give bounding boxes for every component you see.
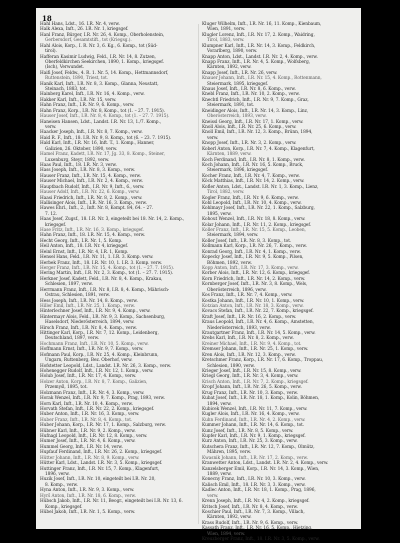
entry-line: Koch Ferdinand, Inft., I.R. Nr. 8, 1. Komp., verw.: [202, 157, 305, 163]
entry-continuation: Luxenburg, Steyr, 1892, verw.: [45, 157, 110, 163]
entry-continuation: Vorarlberg, 1890, verw.: [207, 49, 258, 55]
entry-line: Hinterlechner Josef, Inft., I.R. Nr. 9, 4. Komp., verw.: [40, 309, 151, 315]
entry-line: Kornberger Josef, Inft., I.R. Nr. 3, 8. Komp., Wels,: [202, 282, 308, 288]
entry-line: Klumpner Karl, Inft., I.R. Nr. 14, 3. Komp., Feldkirch,: [202, 43, 316, 49]
entry-continuation: Ungarn, Ruttenberg, Bez. Oberhof, verw.: [45, 358, 133, 364]
entry-line: Knapp Anton, Ldst., Landst. I.R. Nr. 2, 4. Komp., verw.: [202, 54, 318, 60]
entry-line: Hauser Michael, Inft., I.R. Nr. 2, 4. Komp., verw.: [40, 179, 143, 185]
entry-line: Knebl Franz, Inft., I.R. Nr. 10, 2. Komp., verw.: [202, 92, 300, 98]
entry-line: Kutschera Franz, Inft., I.R. Nr. 12, 7. Komp., Olmütz,: [202, 444, 315, 450]
page-number: 18: [42, 14, 52, 23]
entry-line: Hauser Adolf, Inft., I.R. Nr. 22, 6. Komp., verw.: [40, 190, 140, 196]
entry-continuation: Ruttenstein, 1890, Triest, tot.: [45, 76, 109, 82]
entry-line: Hass Joseph, Inft., I.R. Nr. 8, 3. Komp., verw.: [40, 168, 136, 174]
entry-continuation: Kärnten, 1892, verw.: [207, 515, 252, 521]
entry-line: Hyrš Anton, Inft., I.R. Nr. 18, 6. Komp., verw.: [40, 493, 136, 499]
entry-line: Huttinger Franz, Inft., I.R. Nr. 15, 7. Komp., Klagenfurt,: [40, 466, 160, 472]
entry-line: Kassath Franz, Inft., I.R. Nr. 16, 5. Komp., Hietzing,: [202, 526, 313, 532]
entry-line: Kocher Franz, Inft., I.R. Nr. 4, 7. Komp., verw.: [202, 173, 300, 179]
entry-line: Kalisch Emil, Inft., 18. I.R. Nr. 3, 3. Komp., verw.: [202, 482, 306, 488]
entry-line: Hahn Franz, Inft., 18. I.R. Nr. 15, 4. Komp., verw.: [40, 233, 146, 239]
entry-continuation: kriegsgef.: [45, 222, 67, 228]
entry-line: Hallisinger Alois, Inft., I.R. Nr. 16, 3. Komp., verw.: [40, 200, 147, 206]
entry-line: Hintermayr Alois, Feld., I.R. Nr. 9, 3. Komp., Sachsenburg,: [40, 314, 166, 320]
entry-continuation: Komp., kriegsgef.: [45, 504, 83, 510]
entry-line: Holzmann Franz, Inft., I.R. Nr. 4, 3. Komp., verw.: [40, 390, 145, 396]
entry-line: Hahn Franz, Korp., I.R. Nr. 8, Komp., tot (1. – 27. 7. 1915).: [40, 108, 165, 114]
entry-line: Haas Paul, Inft., 18. I.R. Nr. 3, verw.: [40, 162, 117, 168]
entry-line: Haneisen Hansen, Ldst., Landst. I.R. Nr. 13, 1./7. Komp.,: [40, 119, 162, 125]
entry-continuation: Przemyśl, 1895, tot.: [45, 385, 88, 391]
entry-line: Hakker Karl, Inft., I.R. Nr. 15, verw.: [40, 97, 117, 103]
entry-continuation: Oberösterreich, 1893, verw.: [207, 114, 267, 120]
entry-continuation: 1896, verw.: [45, 472, 70, 478]
entry-line: Kren Alois, Inft., I.R. Nr. 12, 3. Komp., verw.: [202, 352, 296, 358]
entry-line: Kraft Josef, Inft., I.R. Nr. 16, 2. Komp., verw.: [202, 314, 297, 320]
entry-continuation: verw.: [45, 125, 57, 131]
entry-line: Herbek Franz, Inft., 18. I.R. Nr. 10, 1. I.R. 3. Komp. verw.: [40, 260, 163, 266]
right-column: [202, 22, 356, 543]
entry-line: Hofmann Paul, Korp., I.R. Nr. 25, 4. Komp., Kleinbrunn,: [40, 352, 159, 358]
entry-line: Koberl Anton, Korp., I.R. Nr. 7, 4. Komp., Klagenfurt,: [202, 146, 315, 152]
entry-line: Hamel Franz, Kadett, I.R. Nr. 17, Jg. 33, 8. Komp., Steiner,: [40, 152, 165, 158]
entry-line: Kuhn Ferdinand, Inft., I.R. Nr. 4, 2. Komp., verw.: [202, 417, 306, 423]
entry-continuation: Kärnten, 1889, verw.: [207, 152, 252, 158]
entry-line: Kubicek Wenzel, Inft., I.R. Nr. 11, 7. Komp., verw.: [202, 406, 308, 412]
entry-continuation: Haselsdorf, Niederösterreich, 1894, verw.: [45, 320, 135, 326]
entry-line: Hawes Ehrl., Inft., 2., Inft. Nr. 8, Kompt. 84, 64. – 27.: [40, 206, 154, 212]
entry-line: Kupfer Karl, Inft., I.R. Nr. 9, 1. Komp., kriegsgef.: [202, 434, 306, 440]
entry-line: Hahn Franz, Inft., I.R. Nr. 9, 6. Komp., verw.: [40, 103, 135, 109]
entry-continuation: verw.: [207, 135, 219, 141]
entry-line: Horvath Stefan, Inft., I.R. Nr. 22, 2. Komp., kriegsgef.: [40, 406, 155, 412]
entry-line: Huber Johann, Korp., I.R. Nr. 17, 1. Komp., Salzburg, verw.: [40, 423, 166, 429]
entry-line: Knapp Franz, Inft., I.R. Nr. 4, 5. Komp., Wolfsberg,: [202, 59, 311, 65]
entry-continuation: Steiermark, 1895, kriegsgef.: [207, 81, 269, 87]
entry-continuation: (Isch), Verwundet.: [45, 65, 85, 71]
entry-line: Hübner Karl, Inft., I.R. Nr. 9, 2. Komp., verw.: [40, 428, 136, 434]
entry-line: Hald Karl, Inft., I.R. Nr. 16, Inft. T., 1. Komp., Hanner,: [40, 141, 155, 147]
entry-line: Kneidinger Alois, Inft., I.R. Nr. 14, 3. Komp., Linz,: [202, 108, 309, 114]
entry-continuation: Mähren, 1895, verw.: [207, 450, 252, 456]
entry-line: Hummel Georg, Inft., I.R. Nr. 14, verw.: [40, 444, 123, 450]
entry-continuation: tirol).: [45, 49, 57, 55]
entry-line: Kwasnik Johann, Inft., I.R. Nr. 17, 2. Komp., verw.: [202, 455, 308, 461]
left-column: [40, 22, 194, 515]
entry-line: Krautgartner Franz, Inft., I.R. Nr. 14, 5. Komp., verw.: [202, 331, 316, 337]
entry-line: Huzik Josef, Inft., I.R. Nr. 10, eingeteilt bei I.R. Nr. 20,: [40, 477, 156, 483]
entry-line: Krug Franz, Inft., I.R. Nr. 10, 3. Komp., verw.: [202, 390, 298, 396]
entry-line: Holub Josef, Inft., I.R. Nr. 17, 4. Komp., verw.: [40, 374, 137, 380]
entry-continuation: Kärnten, 1892, verw.: [207, 65, 252, 71]
entry-continuation: Schlesien, 1897, verw.: [45, 282, 93, 288]
entry-line: Kugler Alois, Inft., I.R. Nr. 16, 4. Komp., verw.: [202, 412, 300, 418]
entry-line: Haifi Josef, Feldw., 4. R. 1. Nr. 5, 14. Komp., Hettmannsdorf,: [40, 70, 169, 76]
entry-continuation: Deutschland, 1897, verw.: [45, 336, 100, 342]
entry-line: Krieger Josef, Inft., I.R. Nr. 15, 8. Komp., verw.: [202, 369, 302, 374]
entry-line: Hanik Karl, Inft., I.R. Nr. 8, 3. Komp., Glanna, Neustatt,: [40, 81, 159, 87]
entry-line: Hauser Josef, Inft., I.R. Nr. 8, 4. Komp., tot (1. – 27. 7. 1915).: [40, 114, 170, 120]
entry-line: Hofstetter Leopold, Ldst., Landst. I.R. Nr. 26, 3. Komp., verw.: [40, 363, 172, 369]
entry-line: Hess Joseph, Inft., I.R. Nr. 14, 8. Komp., verw.: [40, 298, 138, 304]
entry-line: Kostka Johann, Inft., I.R. Nr. 10, 1. Komp., verw.: [202, 298, 305, 304]
entry-line: Kanzelsberger Emil, Korp., I.R. Nr. 14, 3. Komp., Wien,: [202, 466, 320, 472]
entry-continuation: 1894, verw.: [207, 401, 232, 407]
entry-line: Kreuzberger Franz, Inft., 18. I.R. Nr. 3, 5. Komp., verw.: [202, 537, 320, 543]
entry-line: Krenn Joseph, Inft., I.R. Nr. 4, 2. Komp., kriegsgef.: [202, 499, 310, 505]
entry-line: Hochmann Franz, Inft., I.R. Nr. 10, 5. Komp., verw.: [40, 341, 149, 347]
entry-line: Kubat Josef, Inft., I.R. Nr. 18, 1. Komp., Kolin, Böhmen,: [202, 396, 320, 402]
entry-line: Kneissl Georg, Inft., I.R. Nr. 17, 1. Komp., verw.: [202, 119, 304, 125]
entry-line: Kohout Wenzel, Inft., I.R. Nr. 18, 8. Komp., verw.: [202, 217, 306, 223]
entry-line: Hübel Jakob, Inft., I.R. Nr. 1, 5. Komp., verw.: [40, 509, 136, 515]
entry-line: Kadlec Anton, Inft., I.R. Nr. 18, 1. Komp., Prag, 1896,: [202, 488, 316, 494]
entry-line: Koller Franz, Inft., I.R. Nr. 15, 5. Komp., Leoben,: [202, 228, 306, 234]
entry-continuation: Wien, 1894, verw.: [207, 531, 246, 537]
entry-continuation: Steiermark, 1891, tot.: [207, 103, 255, 109]
entry-line: Hase Fritz, Inft., I.R. Nr. 16, 3. Komp., kriegsgef.: [40, 228, 144, 234]
column-divider: [198, 24, 199, 524]
entry-continuation: Steiermark, 1894, verw.: [207, 233, 259, 239]
entry-line: Kolar Johann, Inft., I.R. Nr. 11, 2. Komp., kriegsgef.: [202, 222, 312, 228]
entry-continuation: Galizien, 26. Oktober, 1890, verw.: [45, 146, 118, 152]
entry-line: Kohlmayr Josef, Inft., I.R. Nr. 22, 1. Komp., Salzburg,: [202, 206, 315, 212]
entry-line: Kriegl Georg, Inft., I.R. Nr. 3, 4. Komp., verw.: [202, 374, 299, 380]
entry-line: Kraus Leopold, Inft., I.R. Nr. 4, 6. Komp., Amstetten,: [202, 320, 314, 326]
entry-line: Kritsch Josef, Inft., I.R. Nr. 8, 4. Komp., verw.: [202, 504, 298, 510]
entry-line: Hoffmann Ernst, Inft., I.R. Nr. 9, 7. Komp., verw.: [40, 347, 144, 353]
entry-line: Kurz Anton, Inft., I.R. Nr. 25, 3. Komp., verw.: [202, 439, 298, 445]
entry-line: Krisch Anton, Inft., I.R. Nr. 7, 2. Komp., kriegsgef.: [202, 379, 309, 385]
entry-line: Kluger Wilhelm, Inft., I.R. Nr. 16, 11. Komp., Kienbaum,: [202, 22, 322, 27]
entry-line: Knoll Emil, Inft., I.R. Nr. 12, 3. Komp., Brünn, 1894,: [202, 130, 313, 136]
entry-line: Konrad Georg, Inft., I.R. Nr. 4, 1. Komp., verw.: [202, 249, 301, 255]
entry-line: Hütter Karl, Ldst., Landst. I.R. Nr. 3, 5. Komp., kriegsgef.: [40, 461, 163, 467]
entry-line: Hübsch Jakob, Inft., I.R. Nr. 11, Beogr., eingeteilt bei I.R. Nr. 13, 6.: [40, 499, 183, 505]
entry-line: Hahl Alois, Korp., I. R. Nr. 3, 6. Kg., 6. Komp., tot (Süd-: [40, 43, 158, 49]
entry-line: Herger Franz, Inft., I.R. Nr. 15, 4. Komp., tot (1. – 27. 7. 1915).: [40, 265, 175, 271]
entry-line: Kunz Josef, Inft., I.R. Nr. 8, 5. Komp., verw.: [202, 428, 294, 434]
entry-line: Hauser Franz, Inft., I.R. Nr. 15, 4. Komp., verw.: [40, 173, 141, 179]
entry-continuation: 7. 12.: [45, 211, 57, 217]
entry-line: Hensel Hans, Feld., I.R. Nr. 11, 1. I.R. 3. Komp. verw.: [40, 255, 154, 261]
entry-line: Hirsch Franz, Inft., I.R. Nr. 8, 4. Komp., verw.: [40, 325, 137, 331]
entry-continuation: 1889, verw.: [207, 472, 232, 478]
entry-line: Kopecky Josef, Inft., I.R. Nr. 9, 5. Komp., Pilsen,: [202, 255, 304, 261]
entry-line: Humer Josef, Inft., I.R. Nr. 4, 6. Komp., verw.: [40, 439, 136, 445]
entry-line: Knapp Josef, Inft., I.R. Nr. 26, verw.: [202, 70, 278, 76]
entry-continuation: Böhmen, 1892, verw.: [207, 260, 252, 266]
entry-line: Kropf Johann, Inft., I.R. Nr. 26, 5. Komp., verw.: [202, 385, 302, 391]
entry-line: Herrmann Franz, Inft., I.R. Nr. 8, I.R. 8, 4. Komp., Mährisch-: [40, 287, 170, 293]
entry-line: Hyna Anton, Inft., I.R. Nr. 9, 3. Komp., verw.: [40, 488, 135, 494]
entry-line: Haid R. F., Inft., 18. I.R. Nr. 9, 8. Komp., tot (6. – 23. 7. 1915).: [40, 135, 172, 141]
entry-line: Konecny Franz, Inft., I.R. Nr. 10, 3. Komp., verw.: [202, 477, 306, 483]
entry-line: Kreiner Michael, Inft., I.R. Nr. 9, 4. Komp., tot.: [202, 341, 302, 347]
entry-line: Kummer Johann, Inft., I.R. Nr. 14, 6. Komp., tot.: [202, 423, 305, 429]
entry-line: Haacker Joseph, Inft., I.R. Nr. 8, 7. Komp., verw.: [40, 130, 143, 136]
entry-continuation: Tirol, 1882, verw.: [207, 190, 245, 196]
entry-continuation: Oberösterreich, 1896, verw.: [207, 287, 267, 293]
entry-line: Hahl Hans, Ldst., 16. I.R. Nr. 4, verw.: [40, 22, 120, 27]
entry-continuation: Gerbersdorf, Gesamtstift., tot (Kriegsg.).: [45, 38, 132, 44]
entry-line: Hauptbach Rudolf, Inft., I.R. Nr. 9, Inft., 6., verw.: [40, 184, 145, 190]
entry-line: Horn Karl, Inft., I.R. Nr. 10, 4. Komp., verw.: [40, 401, 133, 407]
entry-continuation: Niederösterreich, 1893, verw.: [207, 325, 271, 331]
entry-line: Hufnagl Leopold, Inft., I.R. Nr. 12, 8. Komp., verw.: [40, 434, 148, 440]
entry-line: Halk Alexa, Inft., 26. I.R. Nr. 1, kriegsgef.: [40, 27, 129, 33]
entry-continuation: Wien, 1891, verw.: [207, 27, 246, 33]
entry-line: Koschier Paul, Inft., I.R. Nr. 7, 3. Komp., Villach,: [202, 509, 305, 515]
entry-line: Kotzian Anton, Inft., I.R. Nr. 18, 3. Komp., verw.: [202, 303, 304, 309]
entry-line: Heil Anton, Inft., 18. I.R. Nr. 4, kriegsgef.: [40, 244, 129, 250]
entry-continuation: Steinach, 1883, tot.: [45, 87, 87, 93]
entry-continuation: Schlesien, 1890, verw.: [207, 363, 255, 369]
entry-line: Hering Martin, Inft., I.R. Nr. 2, 3. Komp., tot (1. – 27. 7. 1915).: [40, 271, 174, 277]
entry-line: Kovacs Stefan, Inft., I.R. Nr. 22, 7. Komp., kriegsgef.: [202, 309, 314, 315]
entry-line: Heinl Ernst, Inft., I.R. Nr. 4, I.R. 1, Komp.: [40, 249, 129, 255]
entry-line: Hittinger Karl, Korp., I.R. Nr. 7, 12. Komp., Leidenberg,: [40, 331, 159, 337]
entry-line: Knechtl Friedrich, Inft., I.R. Nr. 9, 7. Komp., Graz,: [202, 97, 309, 103]
entry-line: Hiller Emil, Inft., I.R. Nr. 25, 1. Komp., verw.: [40, 303, 135, 309]
document-page: [36, 8, 361, 543]
entry-line: Koch Johann, Inft., I.R. Nr. 16, 5. Komp., Bruck,: [202, 162, 304, 168]
entry-continuation: Ostrau, Schlesien, 1891, verw.: [45, 293, 110, 299]
entry-line: Hanl Franz, Bürger, I.R. Nr. 26, 4. Komp., Oberholenstein,: [40, 32, 165, 38]
entry-line: Korn Friedrich, Inft., I.R. Nr. 14, 2. Komp., verw.: [202, 276, 306, 282]
entry-line: Klugler Lorenz, Inft., I.R. Nr. 17, 2. Komp., Waidring,: [202, 32, 315, 38]
entry-line: Kranwetter Anton, Ldst., Landst. I.R. Nr. 2, 4. Komp., verw.: [202, 461, 329, 467]
entry-line: Hafferan Kasimir Ludwig, Feld., I.R. Nr. 14, 8. Zutzen,: [40, 54, 156, 60]
entry-line: Kretschmer Franz, Korp., I.R. Nr. 17, 6. Komp., Troppau,: [202, 358, 324, 364]
entry-continuation: Oberfeldkirchen Seekirchen, 1890, 1. Komp., kriegsgef.: [45, 59, 164, 65]
entry-line: Kos Franz, Inft., I.R. Nr. 7, 4. Komp., verw.: [202, 293, 293, 299]
entry-line: Kopp Anton, Inft., I.R. Nr. 17, 3. Komp., verw.: [202, 265, 299, 271]
entry-line: Hecht Georg, Inft., I.R. Nr. 1, 5. Komp.: [40, 238, 123, 244]
entry-line: Huber Franz, Inft., I.R. Nr. 8, 4. Komp., tot.: [40, 417, 133, 423]
entry-line: Koller Josef, Inft., I.R. Nr. 8, 3. Komp., tot.: [202, 238, 292, 244]
entry-continuation: 8. Komp., verw.: [45, 482, 78, 488]
entry-line: Kohl Leopold, Inft., I.R. Nr. 10, 4. Komp., verw.: [202, 200, 302, 206]
entry-line: Kofler Anton, Ldst., Landst. I.R. Nr. 1, 3. Komp., Lienz,: [202, 184, 319, 190]
entry-line: Kogler Franz, Inft., I.R. Nr. 9, 6. Komp., verw.: [202, 195, 299, 201]
entry-line: Krass Rudolf, Inft., I.R. Nr. 9, 6. Komp., verw.: [202, 520, 299, 526]
entry-line: Haas Josef, Zugsf., 18. I.R. Nr. 3, eingeteilt bei 18. Nr. 14, 2. Komp.,: [40, 217, 185, 223]
entry-line: Knoll Alois, Inft., I.R. Nr. 25, 6. Komp., verw.: [202, 125, 297, 131]
entry-line: Krebs Karl, Inft., I.R. Nr. 8, 2. Komp., verw.: [202, 336, 294, 342]
entry-line: Haasi Friedrich, Inft., I.R. Nr. 8, 2. Komp., verw.: [40, 195, 143, 201]
entry-line: Hupfauf Ferdinand, Inft., I.R. Nr. 26, 2. Komp., kriegsgef.: [40, 450, 163, 456]
entry-line: Knaus Josef, Inft., I.R. Nr. 8, 6. Komp., verw.: [202, 87, 296, 93]
entry-continuation: Steiermark, 1896, kriegsgef.: [207, 168, 269, 174]
entry-line: Herkner Josef, Kadett, Feld., I.R. Nr. 8, 4. Komp., Krakau,: [40, 276, 163, 282]
entry-line: Hohenegger Rudolf, Inft., I.R. Nr. 12, 1. Komp., verw.: [40, 369, 154, 374]
entry-line: Köck Matthias, Inft., I.R. Nr. 14, 2. Komp., verw.: [202, 179, 305, 185]
entry-line: Korber Alois, Inft., I.R. Nr. 12, 6. Komp., kriegsgef.: [202, 271, 311, 277]
entry-line: Hainberg Karel, Inft., I.R. Nr. 16, 4. Komp., verw.: [40, 92, 145, 98]
entry-line: Hütter Johann, Inft., I.R. Nr. 8, 9. Komp., verw.: [40, 455, 140, 461]
entry-continuation: 1895, verw.: [207, 211, 232, 217]
entry-line: Kollmann Karl, Korp., I.R. Nr. 26, 7. Komp., verw.: [202, 244, 307, 250]
entry-line: Horak Wenzel, Inft., I.R. Nr. 9, 7. Komp., Prag, 1893, verw.: [40, 396, 165, 402]
entry-line: Kremser Johann, Inft., I.R. Nr. 25, 1. Komp., verw.: [202, 347, 309, 353]
entry-line: Knauer Johann, Inft., I.R. Nr. 15, 4. Komp., Rottenmann,: [202, 76, 322, 82]
entry-continuation: Tirol, 1883, verw.: [207, 38, 245, 44]
entry-continuation: verw.: [207, 493, 219, 499]
entry-line: Holzer Anton, Korp., I.R. Nr. 8, 7. Komp., Galizien,: [40, 379, 148, 385]
entry-line: Knopp Josef, Inft., I.R. Nr. 3, 2. Komp., verw.: [202, 141, 297, 147]
entry-line: Huber Anton, Inft., I.R. Nr. 16, 3. Komp., verw.: [40, 412, 140, 418]
